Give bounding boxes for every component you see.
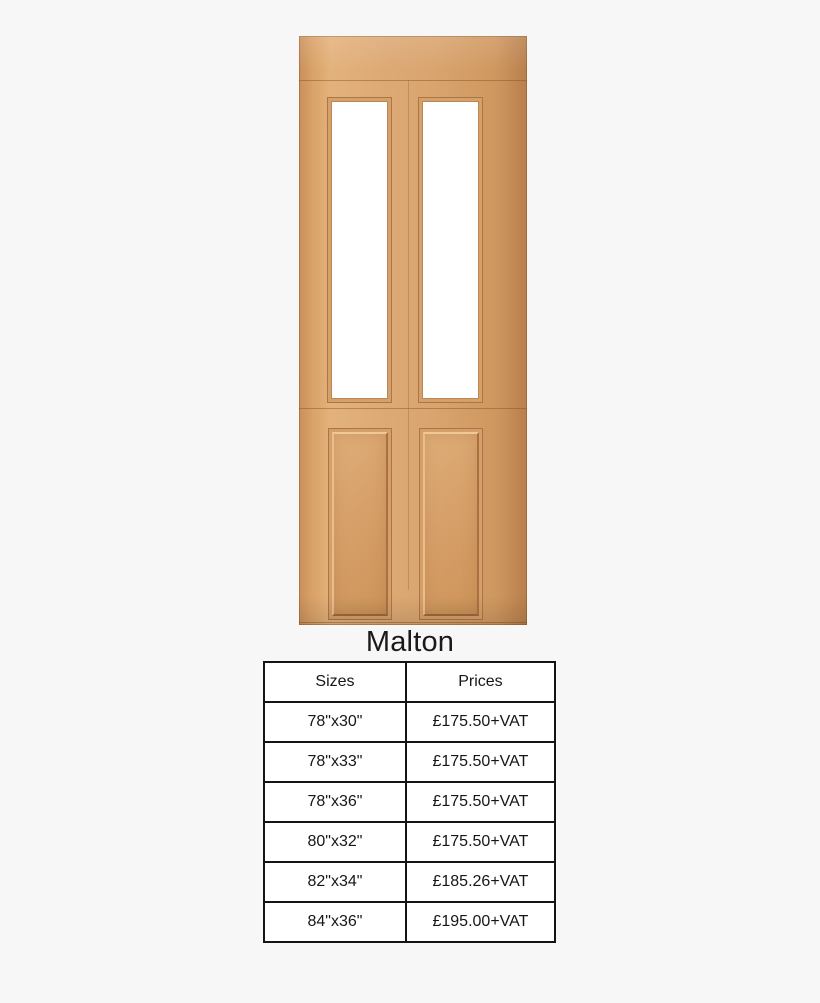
cell-price: £175.50+VAT [406, 702, 555, 742]
door-mullion [408, 80, 409, 590]
door-glass-panel-right [423, 102, 478, 398]
door-rail-bottom [299, 622, 527, 623]
cell-price: £195.00+VAT [406, 902, 555, 942]
door-image [299, 36, 527, 625]
table-row [264, 782, 555, 822]
cell-price: £175.50+VAT [406, 782, 555, 822]
cell-size: 78"x33" [264, 742, 406, 782]
cell-price: £185.26+VAT [406, 862, 555, 902]
cell-size: 80"x32" [264, 822, 406, 862]
door-rail-middle [299, 408, 527, 409]
table-row [264, 702, 555, 742]
cell-size: 82"x34" [264, 862, 406, 902]
door-frame [299, 36, 527, 625]
cell-size: 78"x36" [264, 782, 406, 822]
table-row [264, 902, 555, 942]
door-glass-panel-left [332, 102, 387, 398]
price-table [263, 661, 556, 943]
door-wood-panel-right [423, 432, 479, 616]
table-row [264, 862, 555, 902]
cell-price: £175.50+VAT [406, 742, 555, 782]
product-title: Malton [365, 626, 455, 658]
cell-size: 78"x30" [264, 702, 406, 742]
table-row [264, 742, 555, 782]
door-rail-top [299, 80, 527, 81]
table-row [264, 822, 555, 862]
column-header-prices: Prices [406, 662, 555, 702]
cell-size: 84"x36" [264, 902, 406, 942]
table-header-row [264, 662, 555, 702]
door-wood-panel-left [332, 432, 388, 616]
column-header-sizes: Sizes [264, 662, 406, 702]
cell-price: £175.50+VAT [406, 822, 555, 862]
